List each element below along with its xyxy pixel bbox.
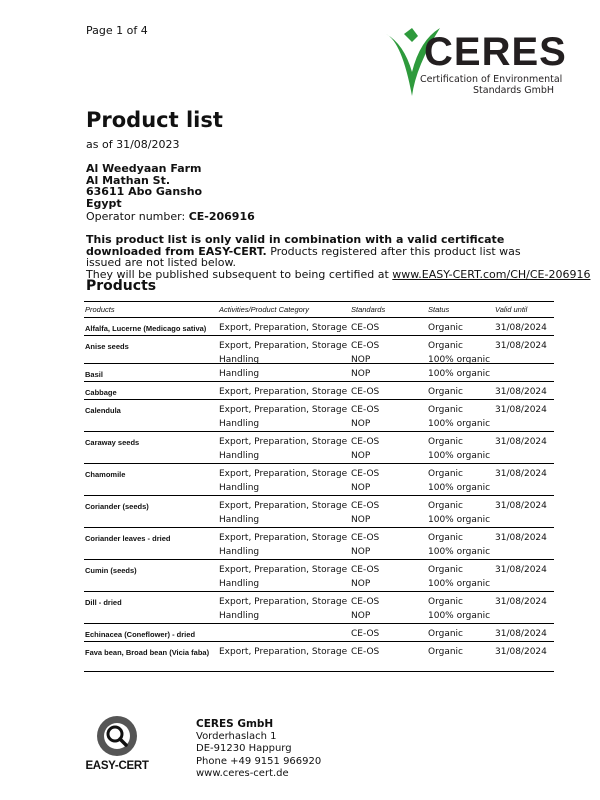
status-value: 100% organic: [428, 450, 491, 461]
standard-value: CE-OS: [351, 437, 380, 447]
as-of-date: as of 31/08/2023: [86, 138, 180, 151]
activity-value: Export, Preparation, Storage: [219, 565, 348, 575]
activity-cell: [219, 564, 347, 591]
standard-value: CE-OS: [351, 405, 380, 415]
header-products: Products: [85, 305, 115, 314]
standard-cell: [351, 368, 370, 382]
activity-value: Export, Preparation, Storage: [219, 647, 348, 657]
standard-value: CE-OS: [351, 341, 380, 351]
standard-value: NOP: [351, 578, 371, 589]
activity-value: Export, Preparation, Storage: [219, 405, 348, 415]
status-value: Organic: [428, 469, 464, 479]
status-cell: [428, 368, 490, 382]
status-value: Organic: [428, 323, 464, 333]
status-value: 100% organic: [428, 610, 491, 621]
notice-line3: They will be published subsequent to being certified at: [86, 267, 389, 281]
status-value: Organic: [428, 533, 464, 543]
standard-cell: [351, 646, 379, 660]
activity-value: Export, Preparation, Storage: [219, 387, 348, 397]
status-value: Organic: [428, 629, 464, 639]
valid-until-value: 31/08/2024: [495, 405, 547, 415]
status-value: 100% organic: [428, 546, 491, 557]
status-cell: [428, 564, 490, 591]
table-header: [84, 301, 554, 318]
standard-value: CE-OS: [351, 387, 380, 397]
table-row: [84, 624, 554, 642]
activity-cell: [219, 386, 347, 400]
footer-phone: Phone +49 9151 966920: [196, 755, 322, 767]
standard-value: CE-OS: [351, 565, 380, 575]
product-name: Calendula: [85, 406, 121, 415]
activity-value: Export, Preparation, Storage: [219, 469, 348, 479]
product-name: Coriander (seeds): [85, 502, 149, 511]
standard-cell: [351, 500, 379, 527]
activity-value: Export, Preparation, Storage: [219, 533, 348, 543]
valid-until-value: 31/08/2024: [495, 565, 547, 575]
header-standards: Standards: [351, 305, 386, 314]
standard-cell: [351, 468, 379, 495]
easy-cert-wordmark: EASY-CERT: [85, 760, 149, 772]
standard-cell: [351, 322, 379, 336]
status-cell: [428, 628, 463, 642]
product-name: Cabbage: [85, 388, 117, 397]
standard-value: CE-OS: [351, 323, 380, 333]
status-value: 100% organic: [428, 482, 491, 493]
activity-value: Export, Preparation, Storage: [219, 437, 348, 447]
activity-value: Handling: [219, 354, 260, 365]
notice-bold: This product list is only valid in combination with a valid certificate downloaded from EASY-CERT.: [86, 233, 505, 258]
operator-number-value: CE-206916: [188, 210, 255, 223]
status-value: 100% organic: [428, 418, 491, 429]
standard-cell: [351, 386, 379, 400]
table-row: [84, 432, 554, 464]
activity-cell: [219, 646, 347, 660]
status-cell: [428, 386, 463, 400]
status-cell: [428, 500, 490, 527]
activity-value: Handling: [219, 610, 260, 621]
standard-value: CE-OS: [351, 469, 380, 479]
activity-cell: [219, 404, 347, 431]
activity-cell: [219, 532, 347, 559]
page-title: Product list: [86, 108, 223, 132]
table-row: [84, 528, 554, 560]
product-name: Basil: [85, 370, 103, 379]
standard-cell: [351, 404, 379, 431]
status-cell: [428, 532, 490, 559]
activity-value: Handling: [219, 418, 260, 429]
valid-until-value: 31/08/2024: [495, 469, 547, 479]
status-value: 100% organic: [428, 354, 491, 365]
product-name: Anise seeds: [85, 342, 129, 351]
status-value: Organic: [428, 565, 464, 575]
standard-value: NOP: [351, 369, 371, 379]
table-row: [84, 592, 554, 624]
activity-value: Export, Preparation, Storage: [219, 501, 348, 511]
valid-until-value: 31/08/2024: [495, 341, 547, 351]
easy-cert-logo: [84, 714, 150, 778]
status-value: Organic: [428, 341, 464, 351]
activity-cell: [219, 368, 259, 382]
standard-value: NOP: [351, 514, 371, 525]
standard-cell: [351, 340, 379, 367]
status-cell: [428, 404, 490, 431]
status-value: Organic: [428, 501, 464, 511]
table-row: [84, 400, 554, 432]
magnifier-icon: [84, 714, 150, 760]
operator-name: Al Weedyaan Farm: [86, 162, 202, 175]
status-value: Organic: [428, 405, 464, 415]
table-row: [84, 642, 554, 672]
products-heading: Products: [86, 278, 157, 294]
footer-web[interactable]: www.ceres-cert.de: [196, 768, 289, 779]
status-value: Organic: [428, 597, 464, 607]
valid-until-value: 31/08/2024: [495, 323, 547, 333]
page-number: Page 1 of 4: [86, 24, 148, 37]
standard-value: NOP: [351, 450, 371, 461]
standard-value: NOP: [351, 546, 371, 557]
activity-cell: [219, 468, 347, 495]
status-cell: [428, 468, 490, 495]
status-value: Organic: [428, 647, 464, 657]
status-cell: [428, 646, 463, 660]
valid-until-value: 31/08/2024: [495, 501, 547, 511]
footer-street: Vorderhaslach 1: [196, 730, 277, 742]
footer-address: [196, 718, 321, 781]
product-name: Dill - dried: [85, 598, 122, 607]
activity-value: Handling: [219, 369, 260, 379]
activity-value: Handling: [219, 450, 260, 461]
status-value: 100% organic: [428, 369, 491, 379]
valid-until-value: 31/08/2024: [495, 387, 547, 397]
product-name: Echinacea (Coneflower) - dried: [85, 630, 196, 639]
activity-cell: [219, 500, 347, 527]
notice-text: Products registered after this product list was issued are not listed below.: [86, 244, 521, 269]
standard-value: NOP: [351, 482, 371, 493]
operator-country: Egypt: [86, 196, 122, 210]
standard-value: CE-OS: [351, 629, 380, 639]
activity-value: Export, Preparation, Storage: [219, 597, 348, 607]
operator-address: [86, 163, 202, 209]
status-value: 100% organic: [428, 578, 491, 589]
status-cell: [428, 596, 490, 623]
footer-company: CERES GmbH: [196, 718, 274, 730]
standard-value: NOP: [351, 418, 371, 429]
table-row: [84, 336, 554, 364]
product-name: Cumin (seeds): [85, 566, 137, 575]
valid-until-value: 31/08/2024: [495, 437, 547, 447]
table-row: [84, 318, 554, 336]
status-cell: [428, 322, 463, 336]
standard-cell: [351, 596, 379, 623]
activity-cell: [219, 340, 347, 367]
activity-cell: [219, 436, 347, 463]
operator-number: [86, 210, 255, 223]
header-valid-until: Valid until: [495, 305, 528, 314]
footer-city: DE-91230 Happurg: [196, 743, 292, 754]
standard-value: NOP: [351, 354, 371, 365]
standard-value: CE-OS: [351, 533, 380, 543]
standard-value: CE-OS: [351, 647, 380, 657]
activity-value: Handling: [219, 514, 260, 525]
activity-value: Handling: [219, 546, 260, 557]
validity-notice: [86, 233, 591, 281]
activity-cell: [219, 596, 347, 623]
status-value: Organic: [428, 437, 464, 447]
product-name: Fava bean, Broad bean (Vicia faba): [85, 648, 210, 657]
operator-street: Al Mathan St.: [86, 173, 171, 187]
table-row: [84, 382, 554, 400]
product-name: Coriander leaves - dried: [85, 534, 171, 543]
activity-value: Handling: [219, 578, 260, 589]
status-cell: [428, 436, 490, 463]
product-name: Alfalfa, Lucerne (Medicago sativa): [85, 324, 207, 333]
status-cell: [428, 340, 490, 367]
table-row: [84, 464, 554, 496]
standard-value: NOP: [351, 610, 371, 621]
header-status: Status: [428, 305, 450, 314]
standard-value: CE-OS: [351, 501, 380, 511]
product-name: Caraway seeds: [85, 438, 140, 447]
easy-cert-link[interactable]: www.EASY-CERT.com/CH/CE-206916: [392, 267, 591, 281]
table-row: [84, 560, 554, 592]
activity-cell: [219, 322, 347, 336]
valid-until-value: 31/08/2024: [495, 647, 547, 657]
product-table: [84, 301, 554, 672]
status-value: 100% organic: [428, 514, 491, 525]
ceres-wordmark: CERES: [424, 30, 567, 74]
activity-value: Export, Preparation, Storage: [219, 323, 348, 333]
standard-cell: [351, 628, 379, 642]
header-activities: Activities/Product Category: [219, 305, 310, 314]
valid-until-value: 31/08/2024: [495, 533, 547, 543]
valid-until-value: 31/08/2024: [495, 629, 547, 639]
operator-number-label: Operator number:: [86, 210, 186, 223]
standard-cell: [351, 564, 379, 591]
product-name: Chamomile: [85, 470, 126, 479]
ceres-logo: [382, 26, 567, 102]
activity-value: Handling: [219, 482, 260, 493]
standard-cell: [351, 532, 379, 559]
table-row: [84, 496, 554, 528]
activity-value: Export, Preparation, Storage: [219, 341, 348, 351]
valid-until-value: 31/08/2024: [495, 597, 547, 607]
ceres-subtitle: Certification of Environmental Standards GmbH: [420, 74, 563, 96]
table-body: [84, 318, 554, 672]
operator-city: 63611 Abo Gansho: [86, 185, 203, 198]
status-value: Organic: [428, 387, 464, 397]
standard-value: CE-OS: [351, 597, 380, 607]
table-row: [84, 364, 554, 382]
standard-cell: [351, 436, 379, 463]
